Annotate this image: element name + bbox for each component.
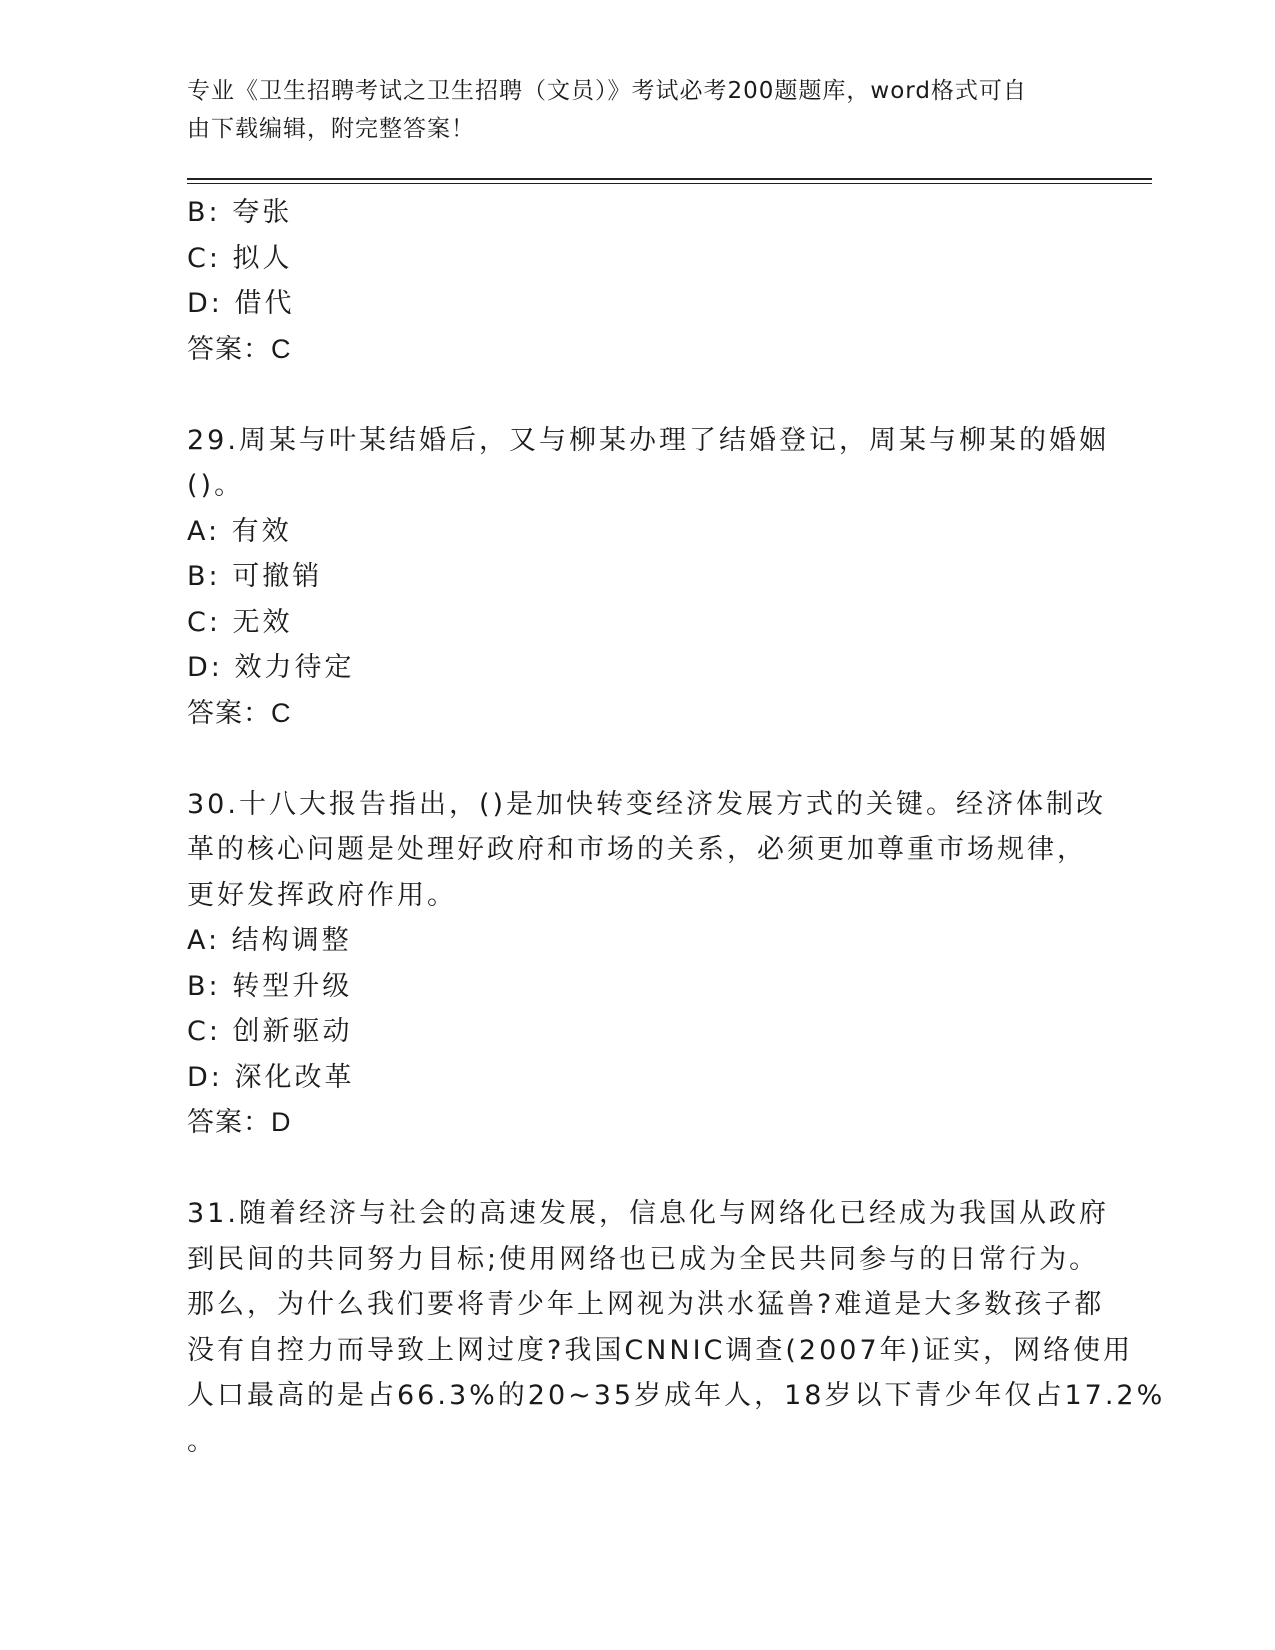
question-stem-line: 31.随着经济与社会的高速发展，信息化与网络化已经成为我国从政府 (187, 1198, 1109, 1229)
question-28-continued (187, 190, 1087, 372)
question-stem-line: 革的核心问题是处理好政府和市场的关系，必须更加尊重市场规律， (187, 834, 1087, 865)
question-stem-line: ()。 (187, 470, 245, 501)
header-rule-thin (187, 183, 1152, 184)
question-list (187, 190, 1166, 1464)
question-stem-line: 那么，为什么我们要将青少年上网视为洪水猛兽?难道是大多数孩子都 (187, 1289, 1105, 1320)
document-header (187, 72, 1067, 148)
question-stem-line: 人口最高的是占66.3%的20~35岁成年人，18岁以下青少年仅占17.2% (187, 1380, 1166, 1411)
option-a: A: 结构调整 (187, 925, 352, 956)
option-a: A: 有效 (187, 515, 292, 547)
question-stem-line: 30.十八大报告指出，()是加快转变经济发展方式的关键。经济体制改 (187, 788, 1107, 820)
header-line-1: 专业《卫生招聘考试之卫生招聘（文员）》考试必考200题题库，word格式可自 (187, 78, 1027, 104)
question-29 (187, 418, 1109, 737)
option-c: C: 拟人 (187, 242, 293, 274)
header-line-2: 由下载编辑，附完整答案！ (187, 116, 475, 142)
option-d: D: 效力待定 (187, 652, 355, 683)
option-b: B: 可撤销 (187, 561, 323, 592)
spacer (187, 1146, 1087, 1192)
question-30 (187, 782, 1107, 1146)
option-d: D: 深化改革 (187, 1061, 355, 1093)
answer-line: 答案：C (187, 333, 292, 364)
question-stem-line: 。 (187, 1425, 217, 1457)
option-c: C: 无效 (187, 606, 293, 638)
question-stem-line: 到民间的共同努力目标;使用网络也已成为全民共同参与的日常行为。 (187, 1243, 1100, 1275)
question-stem-line: 没有自控力而导致上网过度?我国CNNIC调查(2007年)证实，网络使用 (187, 1334, 1134, 1366)
spacer (187, 736, 1087, 782)
option-c: C: 创新驱动 (187, 1016, 353, 1047)
header-rule-thick (187, 178, 1152, 180)
question-31 (187, 1191, 1166, 1464)
answer-line: 答案：D (187, 1107, 292, 1137)
question-stem-line: 更好发挥政府作用。 (187, 879, 457, 911)
option-d: D: 借代 (187, 288, 295, 319)
question-stem-line: 29.周某与叶某结婚后，又与柳某办理了结婚登记，周某与柳某的婚姻 (187, 424, 1109, 456)
spacer (187, 372, 1087, 418)
option-b: B: 转型升级 (187, 970, 353, 1002)
answer-line: 答案：C (187, 697, 292, 728)
option-b: B: 夸张 (187, 197, 293, 228)
